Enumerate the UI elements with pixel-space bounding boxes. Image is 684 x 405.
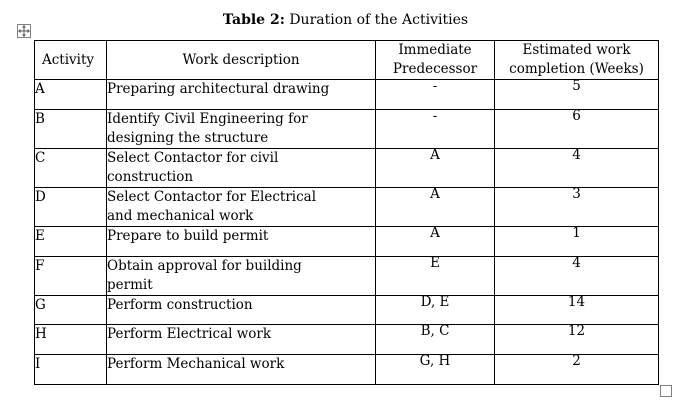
cell-activity: D: [35, 188, 107, 227]
description-line: Prepare to build permit: [107, 228, 269, 244]
weeks-value: 14: [567, 295, 586, 310]
header-predecessor-line2: Predecessor: [392, 61, 478, 77]
cell-weeks: [495, 110, 659, 149]
cell-activity: H: [35, 325, 107, 355]
cell-description: [107, 355, 376, 385]
table-row: [35, 296, 659, 325]
cell-description: [107, 325, 376, 355]
header-predecessor: [376, 41, 495, 80]
cell-predecessor: [376, 80, 495, 110]
predecessor-value: E: [430, 256, 440, 271]
weeks-value: 1: [572, 226, 581, 241]
weeks-value: 2: [572, 354, 581, 369]
cell-weeks: [495, 325, 659, 355]
weeks-value: 5: [572, 79, 581, 94]
description-line: Select Contactor for Electrical: [107, 189, 317, 205]
caption-label: Table 2:: [222, 12, 285, 28]
description-line: designing the structure: [107, 130, 269, 146]
predecessor-value: G, H: [419, 354, 451, 369]
cell-weeks: [495, 149, 659, 188]
weeks-value: 4: [572, 256, 581, 271]
header-predecessor-line1: Immediate: [398, 42, 472, 58]
predecessor-value: -: [432, 79, 438, 94]
table-caption: [0, 11, 684, 29]
cell-activity: C: [35, 149, 107, 188]
cell-activity: I: [35, 355, 107, 385]
table-row: [35, 149, 659, 188]
header-description: Work description: [107, 41, 376, 80]
description-line: Perform Electrical work: [107, 326, 272, 342]
cell-description: [107, 257, 376, 296]
description-line: construction: [107, 169, 194, 185]
predecessor-value: A: [430, 148, 440, 163]
table-row: [35, 355, 659, 385]
header-weeks: [495, 41, 659, 80]
description-line: Obtain approval for building: [107, 258, 302, 274]
cell-predecessor: [376, 227, 495, 257]
table-row: [35, 227, 659, 257]
predecessor-value: A: [430, 187, 440, 202]
cell-activity: G: [35, 296, 107, 325]
description-line: Select Contactor for civil: [107, 150, 279, 166]
cell-weeks: [495, 296, 659, 325]
header-row: [35, 41, 659, 80]
weeks-value: 6: [572, 109, 581, 124]
cell-weeks: [495, 188, 659, 227]
predecessor-value: -: [432, 109, 438, 124]
description-line: permit: [107, 277, 153, 293]
cell-predecessor: [376, 188, 495, 227]
cell-activity: B: [35, 110, 107, 149]
description-line: Preparing architectural drawing: [107, 81, 330, 97]
cell-predecessor: [376, 355, 495, 385]
description-line: Perform Mechanical work: [107, 356, 285, 372]
cell-description: [107, 296, 376, 325]
cell-activity: E: [35, 227, 107, 257]
cell-predecessor: [376, 149, 495, 188]
cell-description: [107, 149, 376, 188]
header-weeks-line1: Estimated work: [522, 42, 631, 58]
header-activity: Activity: [35, 41, 107, 80]
cell-weeks: [495, 257, 659, 296]
cell-predecessor: [376, 296, 495, 325]
predecessor-value: D, E: [420, 295, 450, 310]
cell-activity: F: [35, 257, 107, 296]
weeks-value: 4: [572, 148, 581, 163]
predecessor-value: B, C: [420, 324, 450, 339]
weeks-value: 12: [567, 324, 586, 339]
cell-description: [107, 110, 376, 149]
weeks-value: 3: [572, 187, 581, 202]
caption-title: Duration of the Activities: [289, 12, 469, 28]
description-line: and mechanical work: [107, 208, 254, 224]
table-row: [35, 80, 659, 110]
description-line: Perform construction: [107, 297, 253, 313]
header-weeks-line2: completion (Weeks): [509, 61, 644, 77]
cell-description: [107, 227, 376, 257]
cell-description: [107, 188, 376, 227]
predecessor-value: A: [430, 226, 440, 241]
text-cursor: [658, 324, 659, 342]
table-row: [35, 325, 659, 355]
cell-weeks: [495, 355, 659, 385]
table-row: [35, 188, 659, 227]
cell-predecessor: [376, 257, 495, 296]
cell-predecessor: [376, 110, 495, 149]
description-line: Identify Civil Engineering for: [107, 111, 308, 127]
cell-weeks: [495, 80, 659, 110]
resize-handle-icon[interactable]: [660, 385, 672, 397]
cell-description: [107, 80, 376, 110]
cell-activity: A: [35, 80, 107, 110]
activities-table: [34, 40, 659, 385]
table-body: [35, 80, 659, 385]
table-row: [35, 110, 659, 149]
table-row: [35, 257, 659, 296]
cell-weeks: [495, 227, 659, 257]
cell-predecessor: [376, 325, 495, 355]
